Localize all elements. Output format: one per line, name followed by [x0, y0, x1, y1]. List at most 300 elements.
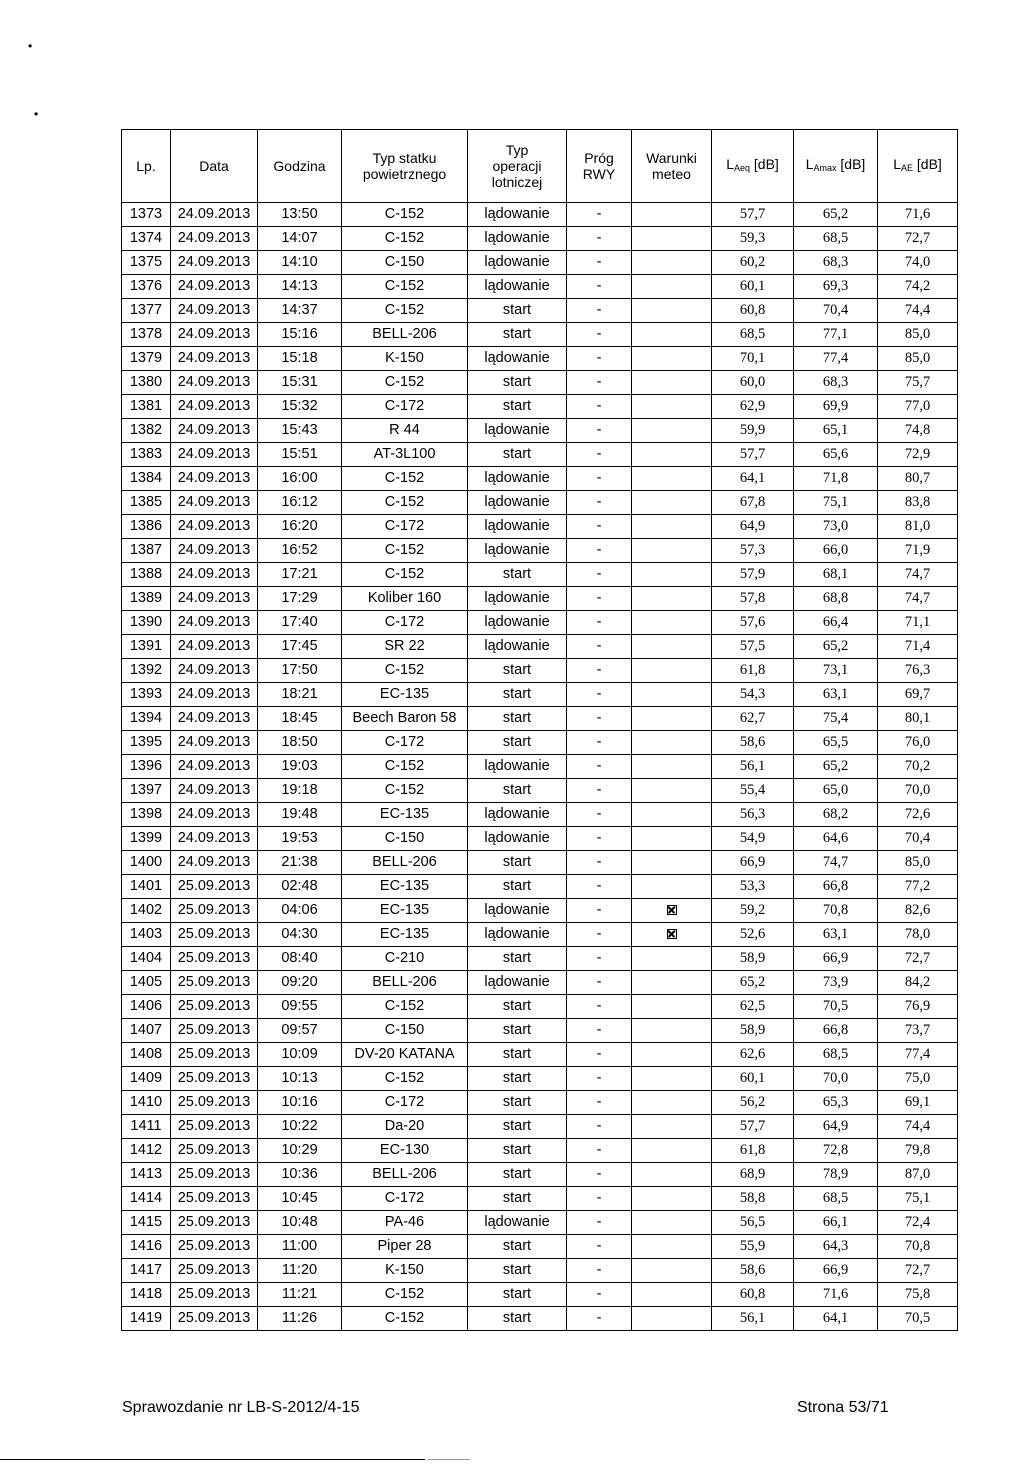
cell-time: 18:21 [258, 683, 342, 707]
cell-operation-type: start [468, 1043, 567, 1067]
cell-lamax: 70,0 [794, 1067, 878, 1091]
cell-aircraft-type: C-172 [342, 611, 468, 635]
cell-weather [632, 1115, 712, 1139]
table-row [122, 995, 958, 1019]
cell-laeq: 61,8 [712, 659, 794, 683]
cell-operation-type: lądowanie [468, 803, 567, 827]
cell-runway-threshold: - [567, 1211, 632, 1235]
cell-lamax: 68,3 [794, 251, 878, 275]
cell-lamax: 68,5 [794, 1187, 878, 1211]
cell-weather [632, 923, 712, 947]
cell-weather [632, 635, 712, 659]
cell-time: 14:37 [258, 299, 342, 323]
table-row [122, 923, 958, 947]
cell-aircraft-type: C-152 [342, 659, 468, 683]
cell-date: 24.09.2013 [171, 803, 258, 827]
cell-laeq: 62,6 [712, 1043, 794, 1067]
cell-lp: 1398 [122, 803, 171, 827]
cell-laeq: 53,3 [712, 875, 794, 899]
cell-operation-type: start [468, 371, 567, 395]
header-unit: [dB] [836, 156, 866, 172]
cell-operation-type: lądowanie [468, 611, 567, 635]
cell-lamax: 71,6 [794, 1283, 878, 1307]
cell-runway-threshold: - [567, 1019, 632, 1043]
header-row [122, 130, 958, 203]
header-subscript: AE [900, 163, 913, 173]
cell-operation-type: lądowanie [468, 539, 567, 563]
cell-time: 04:30 [258, 923, 342, 947]
cell-aircraft-type: C-152 [342, 1307, 468, 1331]
cell-lamax: 71,8 [794, 467, 878, 491]
table-row [122, 635, 958, 659]
cell-time: 02:48 [258, 875, 342, 899]
table-row [122, 899, 958, 923]
cell-runway-threshold: - [567, 1115, 632, 1139]
cell-aircraft-type: C-152 [342, 227, 468, 251]
cell-lamax: 66,1 [794, 1211, 878, 1235]
cell-lamax: 78,9 [794, 1163, 878, 1187]
header-col-data: Data [171, 130, 258, 203]
cell-weather [632, 419, 712, 443]
cell-lamax: 65,6 [794, 443, 878, 467]
cell-lamax: 77,1 [794, 323, 878, 347]
cell-aircraft-type: C-152 [342, 203, 468, 227]
cell-weather [632, 347, 712, 371]
cell-runway-threshold: - [567, 275, 632, 299]
table-row [122, 371, 958, 395]
cell-date: 24.09.2013 [171, 491, 258, 515]
cell-lae: 75,0 [878, 1067, 958, 1091]
cell-lp: 1388 [122, 563, 171, 587]
cell-aircraft-type: C-152 [342, 275, 468, 299]
cell-laeq: 68,5 [712, 323, 794, 347]
cell-runway-threshold: - [567, 803, 632, 827]
cell-runway-threshold: - [567, 659, 632, 683]
cell-operation-type: start [468, 707, 567, 731]
cell-lp: 1393 [122, 683, 171, 707]
cell-weather [632, 395, 712, 419]
cell-time: 14:07 [258, 227, 342, 251]
cell-time: 09:57 [258, 1019, 342, 1043]
cell-runway-threshold: - [567, 755, 632, 779]
cell-runway-threshold: - [567, 851, 632, 875]
cell-weather [632, 251, 712, 275]
table-row [122, 1307, 958, 1331]
cell-lamax: 66,9 [794, 1259, 878, 1283]
cell-operation-type: start [468, 1163, 567, 1187]
cell-runway-threshold: - [567, 923, 632, 947]
cell-operation-type: start [468, 851, 567, 875]
cell-lae: 77,2 [878, 875, 958, 899]
table-row [122, 491, 958, 515]
cell-lamax: 66,4 [794, 611, 878, 635]
cell-laeq: 66,9 [712, 851, 794, 875]
cell-weather [632, 491, 712, 515]
cell-operation-type: start [468, 1235, 567, 1259]
cell-operation-type: lądowanie [468, 635, 567, 659]
cell-lp: 1407 [122, 1019, 171, 1043]
cell-lp: 1386 [122, 515, 171, 539]
table-row [122, 1067, 958, 1091]
cell-operation-type: lądowanie [468, 467, 567, 491]
cell-runway-threshold: - [567, 1283, 632, 1307]
cell-weather [632, 875, 712, 899]
cell-date: 24.09.2013 [171, 635, 258, 659]
cell-aircraft-type: EC-130 [342, 1139, 468, 1163]
bottom-rule-faint [428, 1459, 470, 1460]
cell-lae: 70,0 [878, 779, 958, 803]
cell-laeq: 60,1 [712, 1067, 794, 1091]
cell-time: 14:10 [258, 251, 342, 275]
table-header [122, 130, 958, 203]
cell-time: 10:09 [258, 1043, 342, 1067]
cell-lp: 1390 [122, 611, 171, 635]
cell-lp: 1399 [122, 827, 171, 851]
cell-laeq: 56,1 [712, 755, 794, 779]
cell-aircraft-type: C-172 [342, 1187, 468, 1211]
cell-runway-threshold: - [567, 947, 632, 971]
cell-operation-type: lądowanie [468, 923, 567, 947]
table-row [122, 1211, 958, 1235]
cell-aircraft-type: C-152 [342, 779, 468, 803]
table-row [122, 851, 958, 875]
cell-lp: 1405 [122, 971, 171, 995]
cell-aircraft-type: Koliber 160 [342, 587, 468, 611]
header-col-lp: Lp. [122, 130, 171, 203]
cell-runway-threshold: - [567, 1259, 632, 1283]
cell-operation-type: start [468, 1091, 567, 1115]
cell-lp: 1378 [122, 323, 171, 347]
table-row [122, 227, 958, 251]
cell-time: 04:06 [258, 899, 342, 923]
table-row [122, 1283, 958, 1307]
cell-operation-type: start [468, 1307, 567, 1331]
cell-lp: 1382 [122, 419, 171, 443]
cell-date: 24.09.2013 [171, 467, 258, 491]
cell-weather [632, 539, 712, 563]
cell-date: 25.09.2013 [171, 1283, 258, 1307]
cell-weather [632, 755, 712, 779]
cell-lae: 74,2 [878, 275, 958, 299]
cell-time: 10:45 [258, 1187, 342, 1211]
cell-operation-type: lądowanie [468, 515, 567, 539]
table-row [122, 203, 958, 227]
cell-lae: 72,7 [878, 947, 958, 971]
cell-lamax: 65,3 [794, 1091, 878, 1115]
cell-runway-threshold: - [567, 203, 632, 227]
cell-weather [632, 323, 712, 347]
cell-runway-threshold: - [567, 611, 632, 635]
cell-weather [632, 1091, 712, 1115]
cell-date: 24.09.2013 [171, 227, 258, 251]
cell-operation-type: lądowanie [468, 275, 567, 299]
cell-weather [632, 1211, 712, 1235]
cell-lae: 85,0 [878, 851, 958, 875]
cell-aircraft-type: EC-135 [342, 899, 468, 923]
cell-lae: 75,8 [878, 1283, 958, 1307]
cell-laeq: 62,5 [712, 995, 794, 1019]
cell-operation-type: start [468, 1139, 567, 1163]
cell-time: 17:40 [258, 611, 342, 635]
table-row [122, 1019, 958, 1043]
cell-aircraft-type: C-152 [342, 1283, 468, 1307]
cell-laeq: 57,7 [712, 443, 794, 467]
cell-lp: 1409 [122, 1067, 171, 1091]
cell-operation-type: lądowanie [468, 827, 567, 851]
cell-laeq: 60,8 [712, 299, 794, 323]
table-row [122, 563, 958, 587]
cell-time: 16:12 [258, 491, 342, 515]
cell-lae: 72,4 [878, 1211, 958, 1235]
cell-lae: 84,2 [878, 971, 958, 995]
cell-laeq: 57,8 [712, 587, 794, 611]
cell-weather [632, 275, 712, 299]
cell-aircraft-type: EC-135 [342, 923, 468, 947]
cell-weather [632, 1019, 712, 1043]
table-row [122, 299, 958, 323]
table-row [122, 1235, 958, 1259]
cell-lamax: 65,5 [794, 731, 878, 755]
cell-operation-type: lądowanie [468, 203, 567, 227]
cell-weather [632, 899, 712, 923]
cell-lp: 1376 [122, 275, 171, 299]
cell-lp: 1383 [122, 443, 171, 467]
cell-lamax: 70,8 [794, 899, 878, 923]
cell-operation-type: start [468, 299, 567, 323]
cell-date: 24.09.2013 [171, 203, 258, 227]
cell-date: 24.09.2013 [171, 515, 258, 539]
cell-operation-type: start [468, 1187, 567, 1211]
cell-laeq: 58,8 [712, 1187, 794, 1211]
header-subscript: Aeq [733, 163, 750, 173]
table-row [122, 731, 958, 755]
cell-lae: 70,5 [878, 1307, 958, 1331]
cell-laeq: 60,8 [712, 1283, 794, 1307]
cell-time: 19:03 [258, 755, 342, 779]
cell-time: 13:50 [258, 203, 342, 227]
cell-runway-threshold: - [567, 251, 632, 275]
cell-lp: 1418 [122, 1283, 171, 1307]
cell-lamax: 74,7 [794, 851, 878, 875]
cell-lamax: 63,1 [794, 683, 878, 707]
cell-aircraft-type: Da-20 [342, 1115, 468, 1139]
cell-laeq: 60,1 [712, 275, 794, 299]
cell-weather [632, 827, 712, 851]
cell-date: 25.09.2013 [171, 1067, 258, 1091]
cell-lp: 1377 [122, 299, 171, 323]
cell-lamax: 65,1 [794, 419, 878, 443]
table-row [122, 443, 958, 467]
cell-lae: 81,0 [878, 515, 958, 539]
cell-aircraft-type: K-150 [342, 347, 468, 371]
cell-runway-threshold: - [567, 1163, 632, 1187]
cell-date: 25.09.2013 [171, 875, 258, 899]
cell-lp: 1375 [122, 251, 171, 275]
cell-lamax: 69,9 [794, 395, 878, 419]
cell-operation-type: start [468, 875, 567, 899]
cell-lp: 1411 [122, 1115, 171, 1139]
cell-date: 24.09.2013 [171, 395, 258, 419]
cell-weather [632, 707, 712, 731]
cell-time: 19:53 [258, 827, 342, 851]
cell-laeq: 57,7 [712, 203, 794, 227]
table-row [122, 659, 958, 683]
cell-time: 11:26 [258, 1307, 342, 1331]
cell-runway-threshold: - [567, 347, 632, 371]
cell-time: 10:13 [258, 1067, 342, 1091]
cell-aircraft-type: BELL-206 [342, 971, 468, 995]
cell-laeq: 60,0 [712, 371, 794, 395]
table-row [122, 1091, 958, 1115]
cell-laeq: 57,6 [712, 611, 794, 635]
cell-lp: 1379 [122, 347, 171, 371]
table-row [122, 611, 958, 635]
cell-lamax: 73,0 [794, 515, 878, 539]
cell-weather [632, 587, 712, 611]
cell-time: 15:16 [258, 323, 342, 347]
cell-time: 11:20 [258, 1259, 342, 1283]
cell-aircraft-type: EC-135 [342, 683, 468, 707]
cell-lamax: 64,1 [794, 1307, 878, 1331]
header-col-typ-operacji: Typ operacji lotniczej [468, 130, 567, 203]
cell-lae: 74,0 [878, 251, 958, 275]
cell-lae: 77,4 [878, 1043, 958, 1067]
header-unit: [dB] [913, 156, 942, 172]
cell-aircraft-type: PA-46 [342, 1211, 468, 1235]
cell-lamax: 66,9 [794, 947, 878, 971]
cell-weather [632, 515, 712, 539]
table-row [122, 875, 958, 899]
cell-lamax: 65,2 [794, 755, 878, 779]
cell-lamax: 75,1 [794, 491, 878, 515]
cell-lp: 1395 [122, 731, 171, 755]
cell-aircraft-type: C-152 [342, 755, 468, 779]
cell-lp: 1417 [122, 1259, 171, 1283]
cell-lae: 71,9 [878, 539, 958, 563]
cell-laeq: 59,9 [712, 419, 794, 443]
header-col-warunki-meteo: Warunki meteo [632, 130, 712, 203]
cell-runway-threshold: - [567, 827, 632, 851]
cell-laeq: 59,3 [712, 227, 794, 251]
cell-runway-threshold: - [567, 779, 632, 803]
cell-lamax: 73,9 [794, 971, 878, 995]
cell-aircraft-type: AT-3L100 [342, 443, 468, 467]
cell-operation-type: start [468, 779, 567, 803]
cell-time: 18:45 [258, 707, 342, 731]
cell-operation-type: lądowanie [468, 1211, 567, 1235]
header-col-prog-rwy: Próg RWY [567, 130, 632, 203]
cell-weather [632, 659, 712, 683]
cell-lae: 70,2 [878, 755, 958, 779]
cell-weather [632, 995, 712, 1019]
cell-aircraft-type: BELL-206 [342, 851, 468, 875]
cell-date: 25.09.2013 [171, 1115, 258, 1139]
cell-laeq: 54,3 [712, 683, 794, 707]
cell-lae: 74,4 [878, 299, 958, 323]
cell-date: 24.09.2013 [171, 779, 258, 803]
cell-runway-threshold: - [567, 299, 632, 323]
cell-date: 25.09.2013 [171, 971, 258, 995]
cell-date: 25.09.2013 [171, 1235, 258, 1259]
cell-date: 25.09.2013 [171, 1187, 258, 1211]
cell-date: 25.09.2013 [171, 923, 258, 947]
cell-weather [632, 1163, 712, 1187]
cell-lp: 1400 [122, 851, 171, 875]
cell-aircraft-type: C-172 [342, 515, 468, 539]
table-row [122, 1043, 958, 1067]
cell-runway-threshold: - [567, 1307, 632, 1331]
cell-runway-threshold: - [567, 227, 632, 251]
cell-lp: 1394 [122, 707, 171, 731]
cell-time: 17:50 [258, 659, 342, 683]
cell-lp: 1413 [122, 1163, 171, 1187]
cell-lae: 80,7 [878, 467, 958, 491]
weather-flag-icon [667, 929, 677, 939]
cell-runway-threshold: - [567, 395, 632, 419]
cell-laeq: 62,7 [712, 707, 794, 731]
cell-laeq: 58,9 [712, 947, 794, 971]
cell-time: 19:18 [258, 779, 342, 803]
cell-date: 24.09.2013 [171, 731, 258, 755]
cell-lae: 71,4 [878, 635, 958, 659]
cell-laeq: 67,8 [712, 491, 794, 515]
cell-lae: 77,0 [878, 395, 958, 419]
cell-date: 24.09.2013 [171, 827, 258, 851]
cell-laeq: 52,6 [712, 923, 794, 947]
bottom-rule [0, 1459, 425, 1460]
cell-lp: 1381 [122, 395, 171, 419]
cell-lp: 1396 [122, 755, 171, 779]
cell-weather [632, 203, 712, 227]
cell-lamax: 68,5 [794, 1043, 878, 1067]
table-row [122, 515, 958, 539]
cell-time: 11:21 [258, 1283, 342, 1307]
cell-lae: 71,6 [878, 203, 958, 227]
cell-date: 25.09.2013 [171, 995, 258, 1019]
cell-time: 16:52 [258, 539, 342, 563]
cell-time: 10:29 [258, 1139, 342, 1163]
cell-laeq: 60,2 [712, 251, 794, 275]
cell-weather [632, 1235, 712, 1259]
cell-date: 25.09.2013 [171, 1259, 258, 1283]
cell-laeq: 61,8 [712, 1139, 794, 1163]
cell-lp: 1408 [122, 1043, 171, 1067]
cell-runway-threshold: - [567, 635, 632, 659]
table-row [122, 1139, 958, 1163]
cell-operation-type: start [468, 1067, 567, 1091]
cell-lp: 1391 [122, 635, 171, 659]
page-number: Strona 53/71 [797, 1399, 889, 1416]
cell-time: 10:36 [258, 1163, 342, 1187]
cell-laeq: 64,9 [712, 515, 794, 539]
cell-operation-type: start [468, 1259, 567, 1283]
cell-date: 25.09.2013 [171, 1139, 258, 1163]
cell-time: 19:48 [258, 803, 342, 827]
cell-runway-threshold: - [567, 515, 632, 539]
cell-date: 24.09.2013 [171, 251, 258, 275]
cell-aircraft-type: C-152 [342, 299, 468, 323]
cell-date: 24.09.2013 [171, 587, 258, 611]
cell-operation-type: start [468, 1019, 567, 1043]
cell-lae: 72,7 [878, 1259, 958, 1283]
cell-aircraft-type: C-152 [342, 563, 468, 587]
cell-date: 24.09.2013 [171, 707, 258, 731]
cell-lamax: 64,9 [794, 1115, 878, 1139]
cell-lp: 1414 [122, 1187, 171, 1211]
table-row [122, 827, 958, 851]
table-row [122, 971, 958, 995]
cell-time: 09:20 [258, 971, 342, 995]
